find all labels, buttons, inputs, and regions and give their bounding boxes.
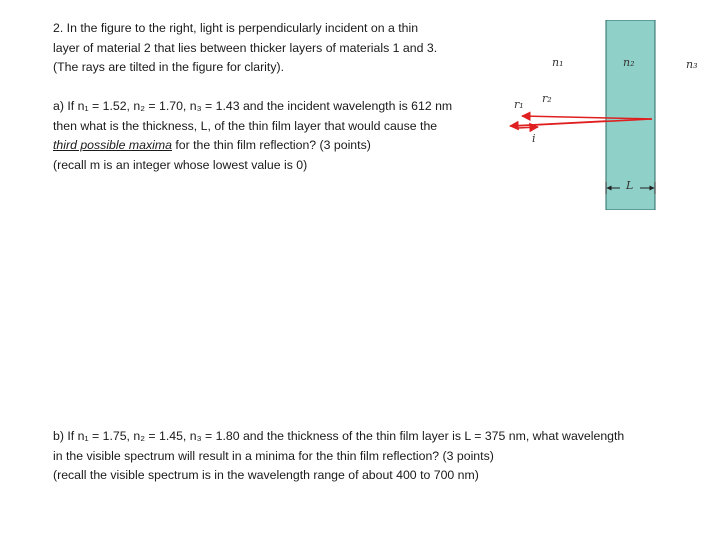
label-i: i (532, 132, 536, 145)
part-a-line-3-rest: for the thin film reflection? (3 points) (171, 138, 371, 153)
intro-line-1: 2. In the figure to the right, light is perpendicularly incident on a thin (53, 21, 419, 35)
part-a-emphasis: third possible maxima (53, 138, 172, 153)
reflected-ray-r1 (510, 121, 606, 126)
part-b-line-2: in the visible spectrum will result in a minima for the thin film reflection? (3 points) (53, 448, 494, 463)
intro-line-3: (The rays are tilted in the figure for clarity). (53, 60, 284, 75)
part-a-line-3 (53, 136, 452, 156)
part-b-line-1: b) If n₁ = 1.75, n₂ = 1.45, n₃ = 1.80 and the thickness of the thin film layer is L = 375 nm, what wavelength (53, 429, 625, 443)
incident-arrow (518, 127, 538, 128)
label-L: L (626, 179, 634, 192)
part-a-line-1: a) If n₁ = 1.52, n₂ = 1.70, n₃ = 1.43 and the incident wavelength is 612 nm (53, 99, 453, 113)
problem-intro (53, 19, 437, 78)
label-r2: r₂ (542, 92, 552, 105)
label-n3: n₃ (686, 58, 698, 71)
label-n2: n₂ (623, 56, 635, 69)
thin-film-figure (500, 20, 715, 210)
part-b-line-3: (recall the visible spectrum is in the wavelength range of about 400 to 700 nm) (53, 468, 479, 483)
part-a (53, 97, 452, 175)
part-b (53, 427, 624, 486)
part-a-line-4: (recall m is an integer whose lowest value is 0) (53, 157, 308, 172)
intro-line-2: layer of material 2 that lies between thicker layers of materials 1 and 3. (53, 40, 438, 55)
label-n1: n₁ (552, 56, 564, 69)
label-r1: r₁ (514, 98, 524, 111)
part-a-line-2: then what is the thickness, L, of the thin film layer that would cause the (53, 118, 438, 133)
thin-film-diagram (500, 20, 715, 210)
